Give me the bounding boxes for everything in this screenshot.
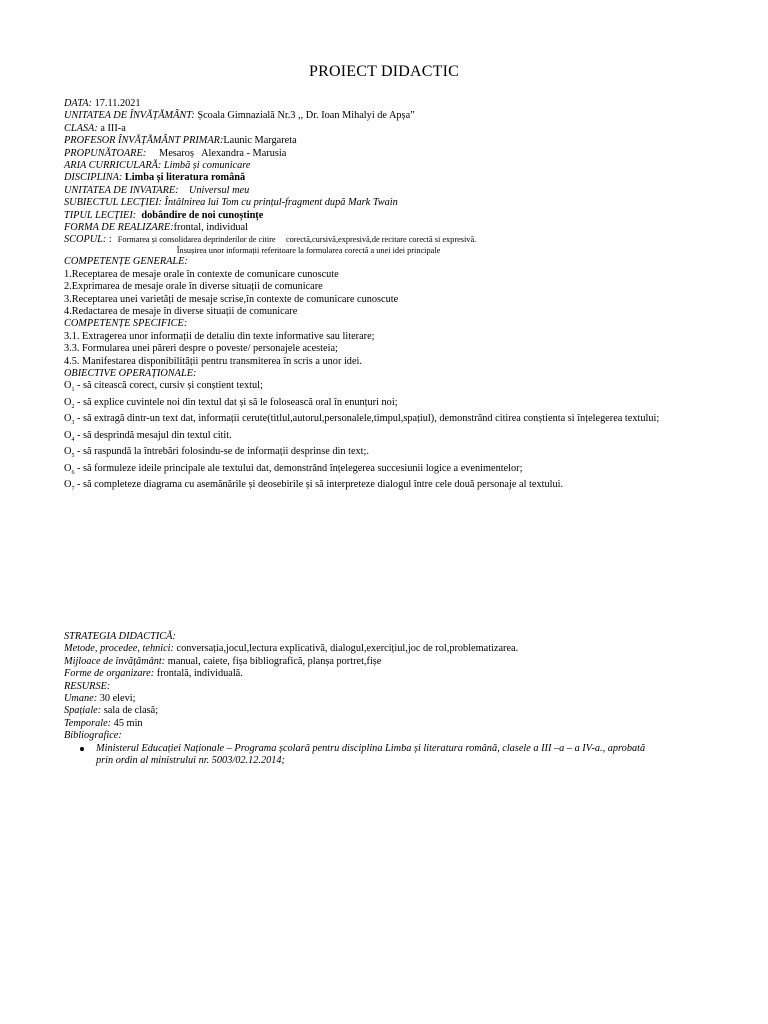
time-resources-value: 45 min (111, 717, 143, 729)
general-competences-heading: COMPETENȚE GENERALE: (64, 256, 188, 268)
lesson-type-value: dobândire de noi cunoștințe (136, 209, 264, 221)
bibliography-item (64, 743, 754, 768)
objective-item (64, 380, 754, 396)
proposer-value: Mesaroș Alexandra - Marusia (146, 147, 287, 159)
human-resources-value: 30 elevi; (97, 693, 136, 705)
objective-number: 2 (71, 403, 75, 410)
objective-number: 4 (71, 436, 75, 443)
time-resources-label: Temporale: (64, 717, 112, 729)
school-row (64, 110, 754, 122)
discipline-row (64, 172, 754, 184)
objective-text: - să explice cuvintele noi din textul dat și să le folosească oral în enunțuri noi; (74, 396, 398, 408)
methods-value: conversația,jocul,lectura explicativă, dialogul,exercițiul,joc de rol,problematizarea. (173, 643, 519, 655)
operational-objectives-heading: OBIECTIVE OPERAȚIONALE: (64, 367, 197, 379)
document-title: PROIECT DIDACTIC (308, 63, 460, 80)
human-resources-label: Umane: (64, 693, 98, 705)
school-label: UNITATEA DE ÎNVĂȚĂMÂNT: (64, 110, 195, 122)
date-label: DATA: (64, 98, 93, 109)
class-row (64, 123, 754, 135)
learning-unit-value: Universul meu (178, 184, 250, 196)
objective-prefix: O (64, 380, 72, 392)
discipline-value: Limba și literatura română (122, 172, 246, 184)
class-value: a III-a (97, 122, 126, 134)
purpose-row (64, 234, 754, 256)
purpose-separator: : (106, 234, 112, 246)
objective-text: - să citească corect, cursiv și conștient textul; (74, 380, 263, 392)
objective-item (64, 430, 754, 446)
strategy-heading: STRATEGIA DIDACTICĂ: (64, 631, 176, 642)
objective-text: - să formuleze ideile principale ale textului dat, demonstrând înțelegerea succesiunii logice a evenimentelor; (74, 462, 523, 474)
objective-prefix: O (64, 446, 72, 458)
proposer-row (64, 148, 754, 160)
curricular-area-value: Limbă și comunicare (161, 160, 251, 172)
general-competence-item: 4.Redactarea de mesaje în diverse situații de comunicare (64, 305, 298, 317)
purpose-line-1: Formarea și consolidarea deprinderilor de citire corectă,cursivă,expresivă,de recitare corectă si expresivă. (117, 235, 477, 245)
purpose-line-2: Însușirea unor informații referitoare la formularea corectă a unei idei principale (176, 245, 441, 255)
date-value: 17.11.2021 (92, 98, 141, 109)
objective-number: 7 (71, 486, 75, 493)
date-row (64, 98, 754, 110)
specific-competence-item: 4.5. Manifestarea disponibilității pentru transmiterea în scris a unor idei. (64, 355, 362, 367)
organization-forms-row (64, 668, 754, 680)
objective-number: 5 (71, 453, 75, 460)
lesson-subject-value: Întâlnirea lui Tom cu prințul-fragment după Mark Twain (161, 197, 398, 209)
spatial-resources-row (64, 705, 754, 717)
objective-item (64, 446, 754, 462)
lesson-type-row (64, 210, 754, 222)
proposer-label: PROPUNĂTOARE: (64, 147, 147, 159)
purpose-label: SCOPUL: (64, 234, 107, 246)
delivery-form-row (64, 222, 754, 234)
lesson-subject-row (64, 197, 754, 209)
objective-item (64, 463, 754, 479)
objective-text: - să extragă dintr-un text dat, informații cerute(titlul,autorul,personalele,timpul,spațiul), demonstrând citirea conștienta si înțelegerea textului; (74, 413, 660, 425)
objective-number: 3 (71, 420, 75, 427)
lesson-subject-label: SUBIECTUL LECȚIEI: (64, 197, 162, 209)
teaching-aids-label: Mijloace de învățământ: (64, 655, 166, 667)
objective-item (64, 397, 754, 413)
teaching-aids-row (64, 656, 754, 668)
objective-text: - să completeze diagrama cu asemănările și deosebirile și să interpreteze dialogul între cele două personaje al textului. (74, 479, 564, 491)
delivery-form-label: FORMA DE REALIZARE: (64, 222, 174, 234)
lesson-header (64, 98, 754, 496)
learning-unit-label: UNITATEA DE INVATARE: (64, 184, 179, 196)
school-value: Școala Gimnazială Nr.3 ,, Dr. Ioan Mihalyi de Apșa” (194, 110, 415, 122)
lesson-type-label: TIPUL LECȚIEI: (64, 209, 137, 221)
general-competence-item: 2.Exprimarea de mesaje orale în diverse situații de comunicare (64, 281, 323, 293)
resources-heading: RESURSE: (64, 680, 111, 692)
general-competence-item: 3.Receptarea unei varietăți de mesaje scrise,în contexte de comunicare cunoscute (64, 293, 399, 305)
specific-competences-heading: COMPETENȚE SPECIFICE: (64, 318, 188, 330)
spatial-resources-value: sala de clasă; (101, 705, 159, 717)
human-resources-row (64, 693, 754, 705)
curricular-area-row (64, 160, 754, 172)
specific-competence-item: 3.3. Formularea unei păreri despre o poveste/ personajele acesteia; (64, 343, 338, 355)
teacher-label: PROFESOR ÎNVĂȚĂMÂNT PRIMAR: (64, 135, 224, 147)
objective-number: 1 (71, 387, 75, 394)
purpose-text (118, 234, 476, 256)
objective-prefix: O (64, 396, 72, 408)
objective-prefix: O (64, 429, 72, 441)
methods-row (64, 643, 754, 655)
teaching-aids-value: manual, caiete, fișa bibliografică, planșa portret,fișe (165, 655, 382, 667)
discipline-label: DISCIPLINA: (64, 172, 123, 184)
organization-forms-label: Forme de organizare: (64, 668, 155, 680)
objective-text: - să raspundă la întrebări folosindu-se de informații desprinse din text;. (74, 446, 369, 458)
objective-number: 6 (71, 469, 75, 476)
objective-text: - să desprindă mesajul din textul citit. (74, 429, 232, 441)
spatial-resources-label: Spațiale: (64, 705, 102, 717)
learning-unit-row (64, 185, 754, 197)
curricular-area-label: ARIA CURRICULARĂ: (64, 160, 162, 172)
objective-item (64, 479, 754, 495)
strategy-section (64, 631, 754, 767)
bibliography-label: Bibliografice: (64, 730, 122, 742)
specific-competence-item: 3.1. Extragerea unor informații de detaliu din texte informative sau literare; (64, 330, 375, 342)
general-competence-item: 1.Receptarea de mesaje orale în contexte de comunicare cunoscute (64, 268, 339, 280)
methods-label: Metode, procedee, tehnici: (64, 643, 174, 655)
objective-prefix: O (64, 413, 72, 425)
teacher-row (64, 135, 754, 147)
organization-forms-value: frontală, individuală. (154, 668, 243, 680)
objective-item (64, 413, 754, 429)
bibliography-line-1: Ministerul Educației Naționale – Programa școlară pentru disciplina Limba și literatura română, clasele a III –a – a IV-a., aprobată (96, 742, 646, 754)
class-label: CLASA: (64, 122, 98, 134)
bullet-icon (80, 747, 84, 751)
teacher-value: Launic Margareta (223, 135, 297, 147)
objective-prefix: O (64, 462, 72, 474)
bibliography-line-2: prin ordin al ministrului nr. 5003/02.12.2014; (96, 755, 285, 767)
time-resources-row (64, 718, 754, 730)
objective-prefix: O (64, 479, 72, 491)
delivery-form-value: frontal, individual (173, 222, 248, 234)
